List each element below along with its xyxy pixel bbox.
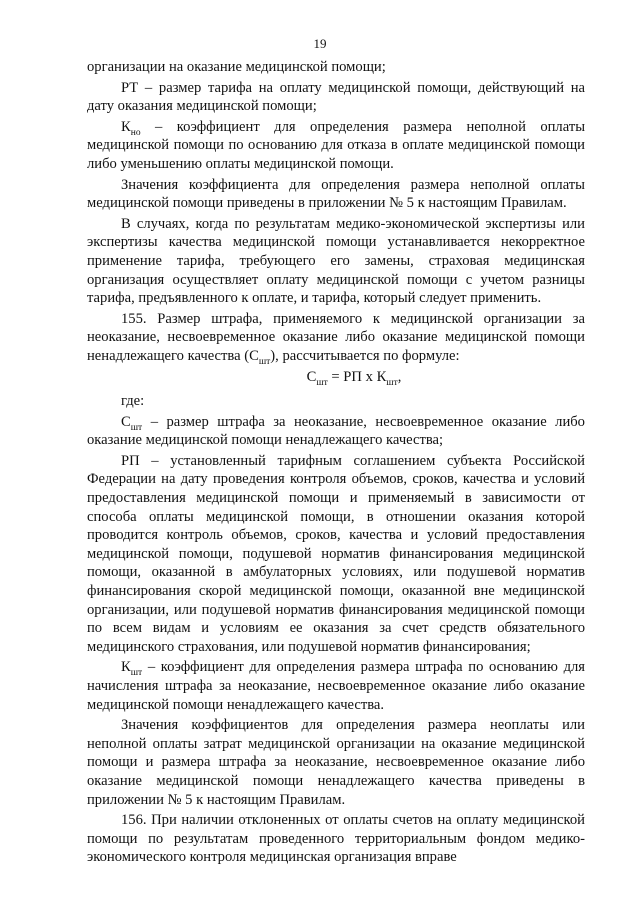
- formula-tail: ,: [397, 368, 402, 385]
- symbol-subscript: шт: [130, 422, 143, 433]
- paragraph-155: [87, 310, 585, 366]
- symbol-subscript: шт: [130, 668, 143, 679]
- symbol-k: К: [121, 659, 131, 676]
- document-body: [87, 58, 585, 867]
- paragraph-text: 155. Размер штрафа, применяемого к медицинской организации за неоказание, несвоевременное оказание либо оказание медицинской помощи ненадлежащего качества (: [87, 310, 585, 364]
- paragraph-k-no: [87, 118, 585, 174]
- formula-lhs: С: [306, 368, 317, 385]
- formula-rhs-subscript: шт: [386, 377, 398, 388]
- paragraph-text: – коэффициент для определения размера штрафа по основанию для начисления штрафа за неоказание, несвоевременное оказание либо оказание медицинской помощи ненадлежащего качества.: [87, 659, 585, 713]
- paragraph-text: – коэффициент для определения размера неполной оплаты медицинской помощи по основанию для отказа в оплате медицинской помощи либо уменьшению оплаты медицинской помощи.: [87, 118, 586, 172]
- formula-middle: = РП х: [327, 368, 377, 385]
- paragraph: 156. При наличии отклоненных от оплаты счетов на оплату медицинской помощи по результатам проведенного территориальным фондом медико-экономического контроля медицинская организация вправе: [87, 812, 585, 866]
- page-number: 19: [313, 36, 327, 51]
- paragraph-k-sht: [87, 658, 585, 714]
- formula-rhs: К: [376, 368, 387, 385]
- paragraph: РТ – размер тарифа на оплату медицинской помощи, действующий на дату оказания медицинской помощи;: [87, 79, 585, 115]
- paragraph-c-sht: [87, 413, 585, 450]
- paragraph: Значения коэффициентов для определения размера неоплаты или неполной оплаты затрат медицинской организации на оказание медицинской помощи и размера штрафа за неоказание, несвоевременное оказание либо оказание медицинской помощи ненадлежащего качества приведены в приложении № 5 к настоящим Правилам.: [87, 717, 585, 808]
- paragraph: РП – установленный тарифным соглашением субъекта Российской Федерации на дату проведения контроля объемов, сроков, качества и условий предоставления медицинской помощи и применяемый в зависимости от способа оплаты медицинской помощи, в отношении оказания которой проводится контроль объемов, сроков, качества и условий предоставления медицинской помощи, подушевой норматив финансирования медицинской помощи, оказанной в амбулаторных условиях, или подушевой норматив финансирования скорой медицинской помощи, оказанной вне медицинской организации, или подушевой норматив финансирования медицинской помощи по всем видам и условиям ее оказания за счет средств обязательного медицинского страхования, или подушевой норматив финансирования;: [87, 452, 585, 655]
- paragraph: В случаях, когда по результатам медико-экономической экспертизы или экспертизы качества медицинской помощи устанавливается некорректное применение тарифа, требующего его замены, страховая медицинская организация осуществляет оплату медицинской помощи с учетом разницы тарифа, предъявленного к оплате, и тарифа, который следует применить.: [87, 215, 585, 307]
- paragraph: Значения коэффициента для определения размера неполной оплаты медицинской помощи приведены в приложении № 5 к настоящим Правилам.: [87, 176, 585, 212]
- symbol-c: С: [121, 413, 131, 430]
- symbol-subscript: шт: [258, 356, 271, 367]
- formula: [87, 368, 585, 387]
- symbol-c: С: [249, 347, 259, 364]
- paragraph-text: ), рассчитывается по формуле:: [270, 347, 460, 364]
- paragraph: организации на оказание медицинской помощи;: [87, 59, 386, 75]
- symbol-subscript: но: [130, 127, 141, 138]
- where-label: где:: [121, 393, 145, 410]
- paragraph-text: – размер штрафа за неоказание, несвоевременное оказание либо оказание медицинской помощи ненадлежащего качества;: [87, 413, 585, 449]
- formula-lhs-subscript: шт: [316, 377, 328, 388]
- symbol-k: К: [121, 118, 131, 135]
